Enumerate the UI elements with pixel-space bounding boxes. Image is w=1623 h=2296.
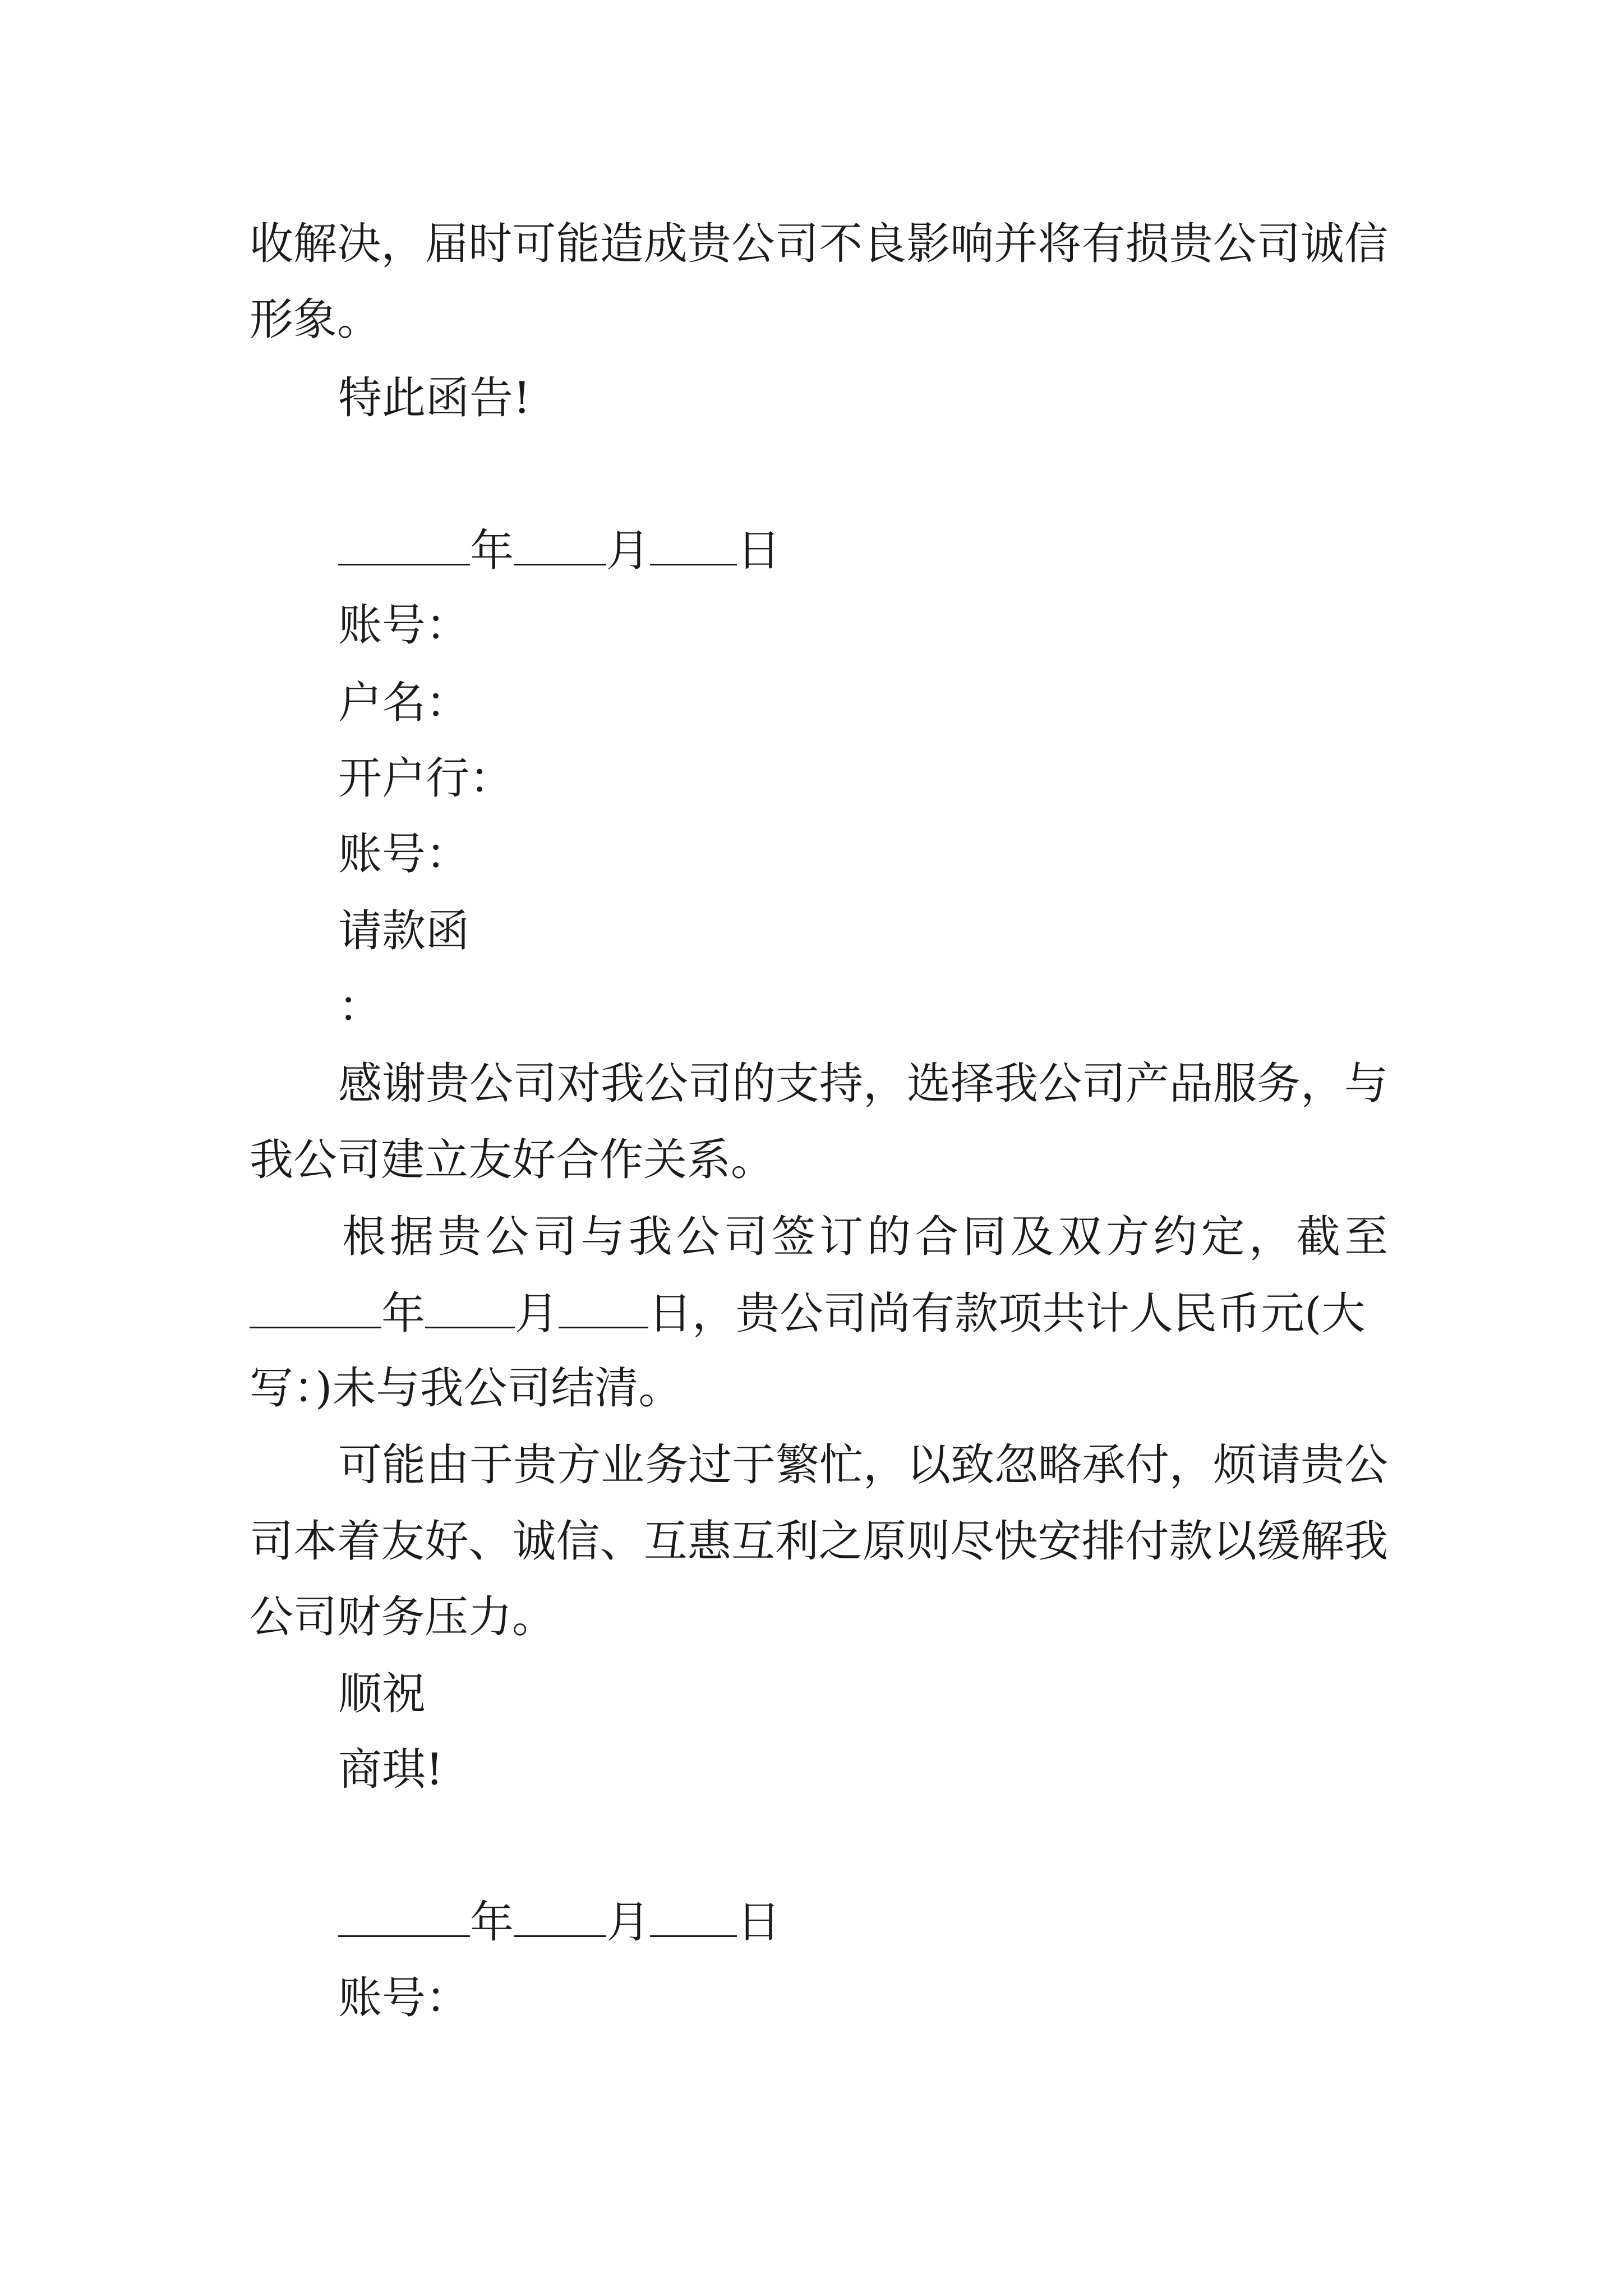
month-blank bbox=[514, 519, 606, 565]
year-label: 年 bbox=[470, 1897, 514, 1948]
month-label: 月 bbox=[606, 526, 651, 576]
month-blank bbox=[514, 1890, 606, 1937]
body-line-2: 形象。 bbox=[250, 295, 381, 345]
date-line-1 bbox=[338, 519, 781, 581]
day-blank bbox=[559, 1282, 648, 1328]
bank-label: 开户行： bbox=[338, 753, 514, 804]
account-name-label: 户名： bbox=[338, 678, 470, 728]
paragraph-1-line-1: 感谢贵公司对我公司的支持，选择我公司产品服务，与 bbox=[338, 1059, 1389, 1109]
paragraph-2-line-2 bbox=[250, 1282, 1388, 1343]
month-blank bbox=[425, 1282, 515, 1328]
year-blank bbox=[250, 1282, 381, 1328]
year-label: 年 bbox=[470, 526, 514, 576]
day-label: 日 bbox=[737, 526, 781, 576]
year-blank bbox=[338, 519, 470, 565]
paragraph-1-line-2: 我公司建立友好合作关系。 bbox=[250, 1135, 775, 1185]
body-line-1: 收解决，届时可能造成贵公司不良影响并将有损贵公司诚信 bbox=[250, 219, 1388, 269]
paragraph-3-line-1: 可能由于贵方业务过于繁忙，以致忽略承付，烦请贵公 bbox=[338, 1440, 1389, 1490]
account-number-label: 账号： bbox=[338, 600, 470, 651]
month-label: 月 bbox=[606, 1897, 651, 1948]
account-number-label-2: 账号： bbox=[338, 829, 470, 880]
date-amount-text: 日，贵公司尚有款项共计人民币元(大 bbox=[648, 1289, 1366, 1339]
paragraph-2-line-1: 根据贵公司与我公司签订的合同及双方约定，截至 bbox=[342, 1212, 1388, 1262]
day-blank bbox=[650, 519, 737, 565]
day-label: 日 bbox=[737, 1897, 781, 1948]
day-blank bbox=[650, 1890, 737, 1937]
closing-wish: 顺祝 bbox=[338, 1669, 426, 1719]
month-label: 月 bbox=[515, 1289, 559, 1339]
paragraph-2-line-3: 写：)未与我公司结清。 bbox=[250, 1363, 683, 1414]
salutation: ： bbox=[338, 982, 382, 1032]
letter-title: 请款函 bbox=[338, 906, 470, 956]
paragraph-3-line-2: 司本着友好、诚信、互惠互利之原则尽快安排付款以缓解我 bbox=[250, 1516, 1388, 1567]
account-number-label-3: 账号： bbox=[338, 1973, 470, 2023]
closing-notice: 特此函告! bbox=[338, 373, 531, 424]
year-blank bbox=[338, 1890, 470, 1937]
year-label: 年 bbox=[381, 1289, 426, 1339]
closing-wish-2: 商琪! bbox=[338, 1745, 444, 1795]
date-line-2 bbox=[338, 1890, 781, 1952]
paragraph-3-line-3: 公司财务压力。 bbox=[250, 1592, 556, 1642]
